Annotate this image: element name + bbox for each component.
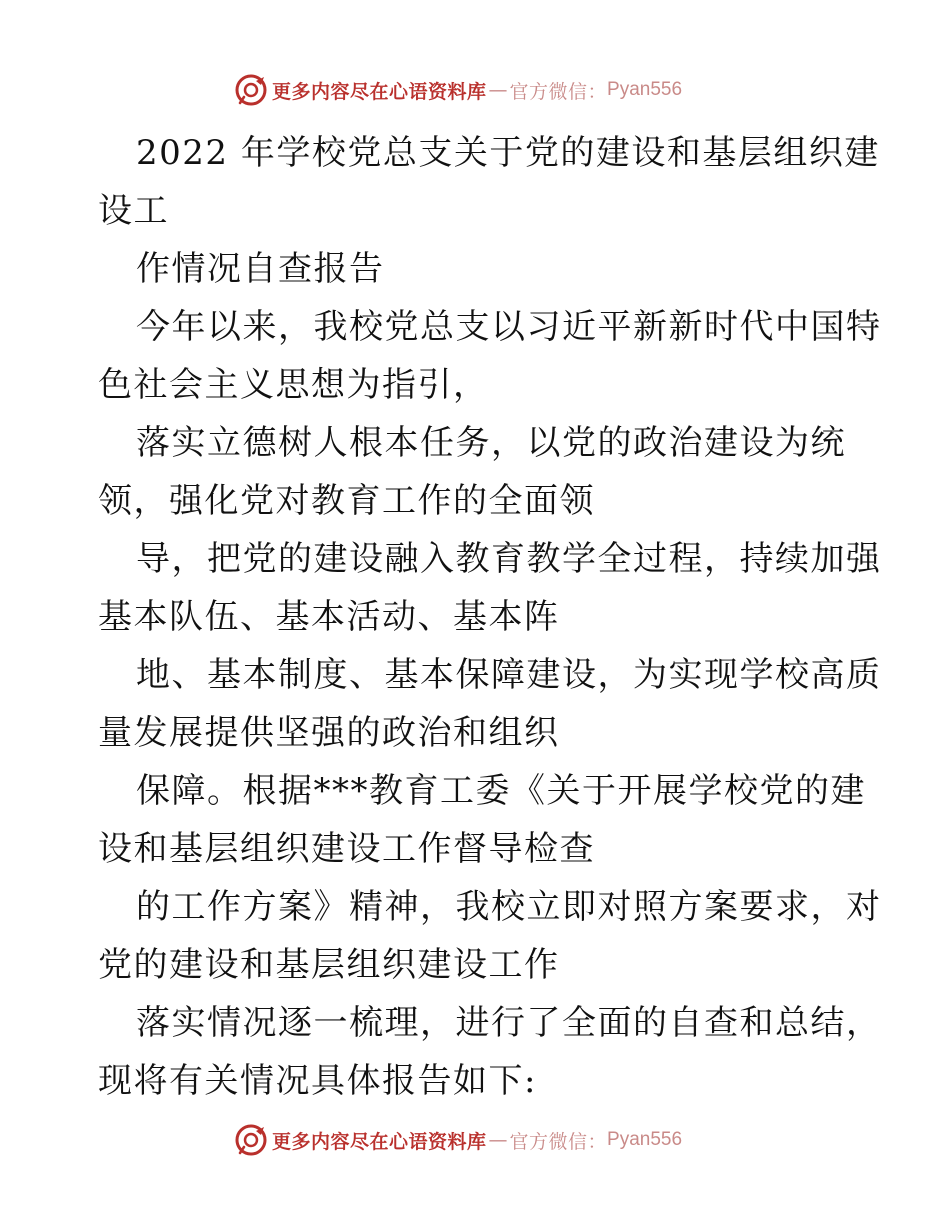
watermark-wechat-id: Pyan556 [607, 1129, 683, 1150]
watermark-wechat-id: Pyan556 [607, 79, 683, 100]
watermark-separator: — [488, 79, 508, 101]
paragraph-line: 量发展提供坚强的政治和组织 [98, 713, 560, 753]
paragraph-line: 党的建设和基层组织建设工作 [98, 945, 560, 985]
document-title-line-1: 2022 年学校党总支关于党的建设和基层组织建 [136, 133, 880, 173]
watermark-official-label: 官方微信： [509, 1130, 608, 1153]
paragraph-line: 的工作方案》精神，我校立即对照方案要求，对 [136, 887, 882, 927]
document-body [98, 124, 882, 1110]
watermark-official-label: 官方微信： [509, 80, 608, 103]
watermark-separator: — [488, 1129, 508, 1151]
paragraph-line: 落实情况逐一梳理，进行了全面的自查和总结， [136, 1003, 882, 1043]
paragraph-line: 设和基层组织建设工作督导检查 [98, 829, 595, 869]
paragraph-line: 现将有关情况具体报告如下: [98, 1061, 537, 1101]
paragraph-line: 导，把党的建设融入教育教学全过程，持续加强 [136, 539, 882, 579]
paragraph-line: 今年以来，我校党总支以习近平新新时代中国特 [136, 307, 882, 347]
paragraph-line: 落实立德树人根本任务，以党的政治建设为统 [136, 423, 846, 463]
brand-logo-icon [234, 73, 268, 107]
paragraph-line: 地、基本制度、基本保障建设，为实现学校高质 [136, 655, 882, 695]
paragraph-line: 领，强化党对教育工作的全面领 [98, 481, 595, 521]
watermark-text: 更多内容尽在心语资料库 [272, 1130, 487, 1153]
document-title-line-3: 作情况自查报告 [136, 249, 385, 289]
paragraph-line: 色社会主义思想为指引， [98, 365, 489, 405]
brand-logo-icon [234, 1123, 268, 1157]
watermark-text: 更多内容尽在心语资料库 [272, 80, 487, 103]
watermark-header [234, 72, 682, 108]
paragraph-line: 保障。根据***教育工委《关于开展学校党的建 [136, 771, 866, 811]
document-title-line-2: 设工 [98, 191, 169, 231]
paragraph-line: 基本队伍、基本活动、基本阵 [98, 597, 560, 637]
watermark-footer [234, 1122, 682, 1158]
